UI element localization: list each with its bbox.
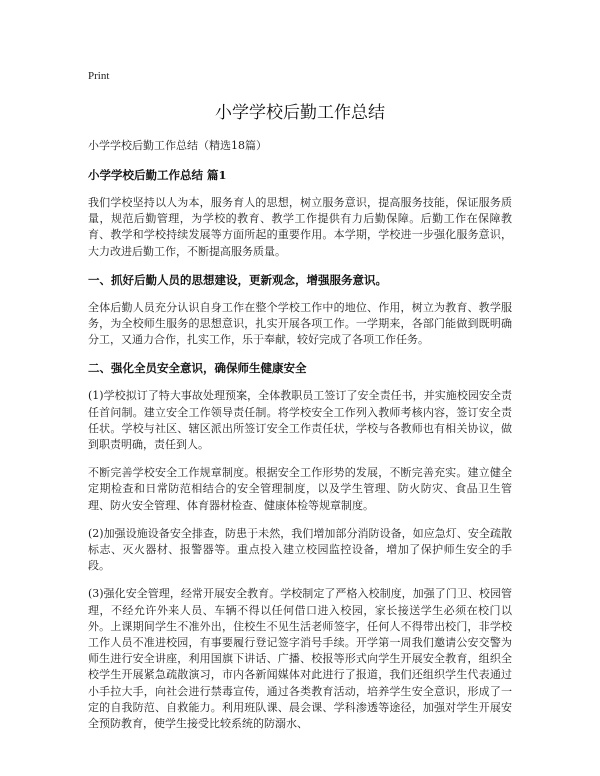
paragraph-safety-rules: 不断完善学校安全工作规章制度。根据安全工作形势的发展，不断完善充实。建立健全定期检查和日常防范相结合的安全管理制度，以及学生管理、防火防灾、食品卫生管理、防火安全管理、体育器材检查、健康体检等规章制度。 (88, 466, 512, 512)
paragraph-safety-1: (1)学校拟订了特大事故处理预案，全体教职员工签订了安全责任书，并实施校园安全责任首问制。建立安全工作领导责任制。将学校安全工作列入教师考核内容，签订安全责任状。学校与社区、辖区派出所签订安全工作责任状，学校与各教师也有相关协议，做到职责明确，责任到人。 (88, 389, 512, 452)
article-title: 小学学校后勤工作总结 篇1 (88, 168, 227, 182)
document-subtitle: 小学学校后勤工作总结（精选18篇） (88, 139, 267, 152)
section-heading-1: 一、抓好后勤人员的思想建设，更新观念，增强服务意识。 (88, 272, 387, 287)
section-heading-2: 二、强化全员安全意识，确保师生健康安全 (88, 361, 307, 376)
print-label: Print (88, 70, 110, 82)
paragraph-section-1: 全体后勤人员充分认识自身工作在整个学校工作中的地位、作用，树立为教育、教学服务，为全校师生服务的思想意识，扎实开展各项工作。一学期来，各部门能做到既明确分工，又通力合作，扎实工作，乐于奉献，较好完成了各项工作任务。 (88, 300, 512, 347)
document-title: 小学学校后勤工作总结 (215, 103, 385, 123)
paragraph-safety-2: (2)加强设施设备安全排查，防患于未然，我们增加部分消防设备，如应急灯、安全疏散标志、灭火器材、报警器等。重点投入建立校园监控设备，增加了保护师生安全的手段。 (88, 526, 512, 573)
paragraph-safety-3: (3)强化安全管理，经常开展安全教育。学校制定了严格入校制度，加强了门卫、校园管理，不经允许外来人员、车辆不得以任何借口进入校园，家长接送学生必须在校门以外。上课期间学生不准外出，住校生不见生活老师签字，任何人不得带出校门，非学校工作人员不准进校园，有事要履行登记签字消号手续。开学第一周我们邀请公安交警为师生进行安全讲座，利用国旗下讲话、广播、校报等形式向学生开展安全教育，组织全校学生开展紧急疏散演习，市内各新闻媒体对此进行了报道，我们还组织学生代表通过小手拉大手，向社会进行禁毒宣传，通过各类教育活动，培养学生安全意识，形成了一定的自我防范、自救能力。利用班队课、晨会课、学科渗透等途径，加强对学生开展安全预防教育，使学生接受比较系统的防溺水、 (88, 587, 512, 731)
paragraph-intro: 我们学校坚持以人为本，服务育人的思想，树立服务意识，提高服务技能，保证服务质量，规范后勤管理，为学校的教育、教学工作提供有力后勤保障。后勤工作在保障教育、教学和学校持续发展等方面所起的重要作用。本学期，学校进一步强化服务意识，大力改进后勤工作，不断提高服务质量。 (88, 196, 512, 258)
